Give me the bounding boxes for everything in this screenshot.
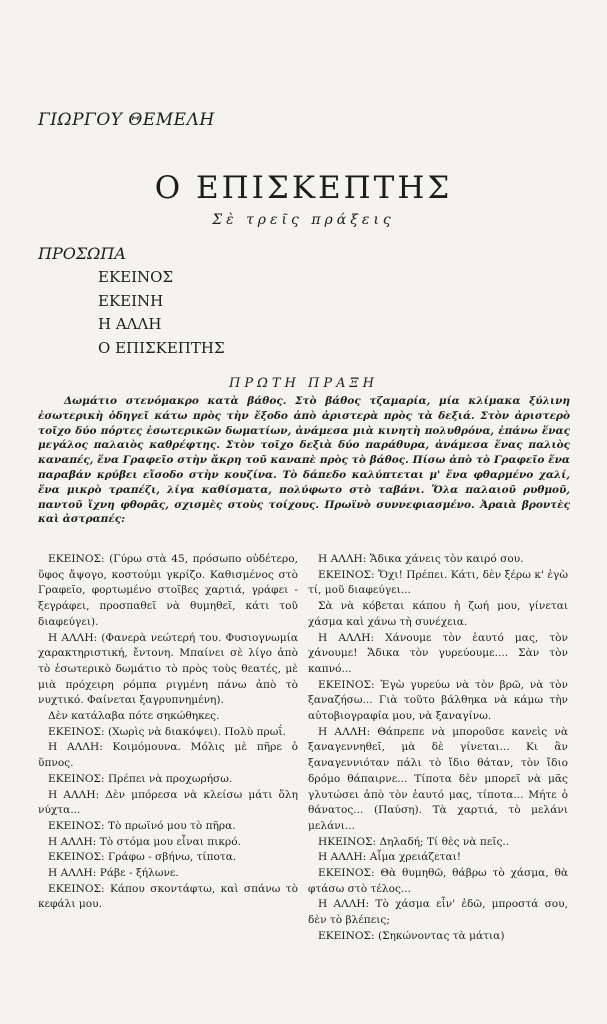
play-subtitle: Σὲ τρεῖς πράξεις	[212, 212, 395, 228]
cast-heading: ΠΡΟΣΩΠΑ	[38, 244, 126, 263]
cast-list	[98, 266, 225, 360]
dialogue-line: ΕΚΕΙΝΟΣ: Κάπου σκοντάφτω, καὶ σπάνω τὸ κεφάλι μου.	[38, 882, 298, 911]
dialogue-line: Η ΑΛΛΗ: Χάνουμε τὸν ἑαυτό μας, τὸν χάνουμε! Ἄδικα τὸν γυρεύουμε.... Σὰν τὸν καπνό...	[308, 631, 568, 675]
play-title: Ο ΕΠΙΣΚΕΠΤΗΣ	[154, 170, 453, 206]
dialogue-line: ΕΚΕΙΝΟΣ: Γράφω - σβήνω, τίποτα.	[48, 851, 237, 864]
cast-item: Η ΑΛΛΗ	[98, 315, 162, 333]
dialogue-line: ΕΚΕΙΝΟΣ: (Σηκώνοντας τὰ μάτια)	[318, 929, 505, 942]
cast-item: ΕΚΕΙΝΟΣ	[98, 268, 174, 286]
dialogue-line: Η ΑΛΛΗ: (Φανερὰ νεώτερή του. Φυσιογνωμία χαρακτηριστική, ἔντονη. Μπαίνει σὲ λίγο ἀπὸ τὸ ἐσωτερικὸ δωμάτιο τὸ πρὸς τοὺς θεατές, μὲ μιὰ πρόχειρη ρόμπα ριγμένη πάνω ἀπὸ τὸ νυχτικό. Φαίνεται ξαγρυπνημένη).	[38, 631, 298, 707]
dialogue-column-right	[308, 552, 568, 945]
dialogue-line: Η ΑΛΛΗ: Αἷμα χρειάζεται!	[318, 851, 462, 864]
dialogue-line: Η ΑΛΛΗ: Θάπρεπε νὰ μποροῦσε κανεὶς νὰ ξαναγεννηθεῖ, μὰ δὲ γίνεται... Κι ἂν ξαναγεννιόταν πάλι τὸ ἴδιο θάταν, τὸν ἴδιο δρόμο θάπαιρνε... Τίποτα δὲν μπορεῖ νὰ μᾶς γλυτώσει ἀπὸ τὸν ἑαυτό μας, τίποτα... Μήτε ὁ θάνατος... (Παύση). Τὰ χαρτιά, τὸ μελάνι μελάνι...	[308, 725, 568, 832]
dialogue-line: ΕΚΕΙΝΟΣ: (Χωρὶς νὰ διακόψει). Πολὺ πρωΐ.	[48, 725, 286, 738]
dialogue-line: ΕΚΕΙΝΟΣ: (Γύρω στὰ 45, πρόσωπο οὐδέτερο, ὕφος ἄψογο, κοστούμι γκρίζο. Καθισμένος στὸ Γραφεῖο, φορτωμένο στοῖβες χαρτιά, γράφει - ξεγράφει, προσπαθεῖ νὰ θυμηθεῖ, κάτι τοῦ διαφεύγει).	[38, 553, 298, 628]
dialogue-line: ΗΚΕΙΝΟΣ: Δηλαδή; Τί θὲς νὰ πεῖς..	[318, 835, 510, 848]
dialogue-line: Η ΑΛΛΗ: Τὸ στόμα μου εἶναι πικρό.	[48, 835, 241, 848]
author-name: ΓΙΩΡΓΟΥ ΘΕΜΕΛΗ	[38, 110, 215, 130]
dialogue-line: Σὰ νὰ κόβεται κάπου ἡ ζωή μου, γίνεται χάσμα καὶ χάνω τὴ συνέχεια.	[308, 600, 568, 628]
dialogue-line: ΕΚΕΙΝΟΣ: Θὰ θυμηθῶ, θάβρω τὸ χάσμα, θὰ φτάσω στὸ τέλος...	[308, 867, 568, 895]
dialogue-line: Η ΑΛΛΗ: Δὲν μπόρεσα νὰ κλείσω μάτι ὅλη νύχτα...	[38, 788, 298, 817]
dialogue-line: Η ΑΛΛΗ: Ράβε - ξήλωνε.	[48, 867, 179, 880]
dialogue-line: Η ΑΛΛΗ: Κοιμόμουνα. Μόλις μὲ πῆρε ὁ ὕπνος.	[38, 741, 298, 770]
dialogue-line: ΕΚΕΙΝΟΣ: Ἐγὼ γυρεύω νὰ τὸν βρῶ, νὰ τὸν ξαναζήσω... Γιὰ τοῦτο βάλθηκα νὰ κάμω τὴν αὐτοβιογραφία μου, νὰ ξαναγίνω.	[308, 678, 568, 723]
act-title: ΠΡΩΤΗ ΠΡΑΞΗ	[229, 376, 378, 391]
dialogue-line: Η ΑΛΛΗ: Ἄδικα χάνεις τὸν καιρό σου.	[318, 553, 524, 565]
dialogue-line: ΕΚΕΙΝΟΣ: Πρέπει νὰ προχωρήσω.	[48, 772, 233, 785]
dialogue-line: Η ΑΛΛΗ: Τὸ χάσμα εἶν' ἐδῶ, μπροστά σου, δὲν τὸ βλέπεις;	[308, 898, 568, 927]
dialogue-line: Δὲν κατάλαβα πότε σηκώθηκες.	[48, 710, 220, 723]
dialogue-line: ΕΚΕΙΝΟΣ: Ὄχι! Πρέπει. Κάτι, δὲν ξέρω κ' ἐγὼ τί, μοῦ διαφεύγει...	[308, 568, 568, 597]
cast-item: Ο ΕΠΙΣΚΕΠΤΗΣ	[98, 338, 225, 357]
dialogue-column-left	[38, 552, 298, 913]
dialogue-line: ΕΚΕΙΝΟΣ: Τὸ πρωϊνό μου τὸ πῆρα.	[48, 819, 236, 832]
cast-item: ΕΚΕΙΝΗ	[98, 291, 164, 310]
stage-directions: Δωμάτιο στενόμακρο κατὰ βάθος. Στὸ βάθος τζαμαρία, μία κλίμακα ξύλινη ἐσωτερικὴ ὁδηγεῖ κάτω πρὸς τὴν ἔξοδο ἀπὸ ἀριστερὰ πρὸς τὰ δεξιά. Στὸν ἀριστερὸ τοῖχο δύο πόρτες ἐσωτερικῶν δωματίων, ἀνάμεσα μιὰ κινητὴ πολυθρόνα, ἐπάνω ἕνας μεγάλος παλαιὸς καθρέφτης. Στὸν τοῖχο δεξιὰ δύο παράθυρα, ἀνάμεσα ἕνας παλιὸς καναπές, ἕνα Γραφεῖο στὴν ἄκρη τοῦ καναπὲ πρὸς τὸ βάθος. Πίσω ἀπὸ τὸ Γραφεῖο ἕνα παραβάν κρύβει εἴσοδο στὴν κουζίνα. Τὸ δάπεδο καλύπτεται μ' ἕνα φθαρμένο χαλί, ἕνα μικρὸ τραπέζι, λίγα καθίσματα, πολύφωτο στὸ ταβάνι. Ὅλα παλαιοῦ ρυθμοῦ, παντοῦ ἴχνη φθορᾶς, σχισμὲς στοὺς τοίχους. Πρωϊνὸ συννεφιασμένο. Ἀραιὰ βροντὲς καὶ ἀστραπές:	[38, 395, 570, 526]
